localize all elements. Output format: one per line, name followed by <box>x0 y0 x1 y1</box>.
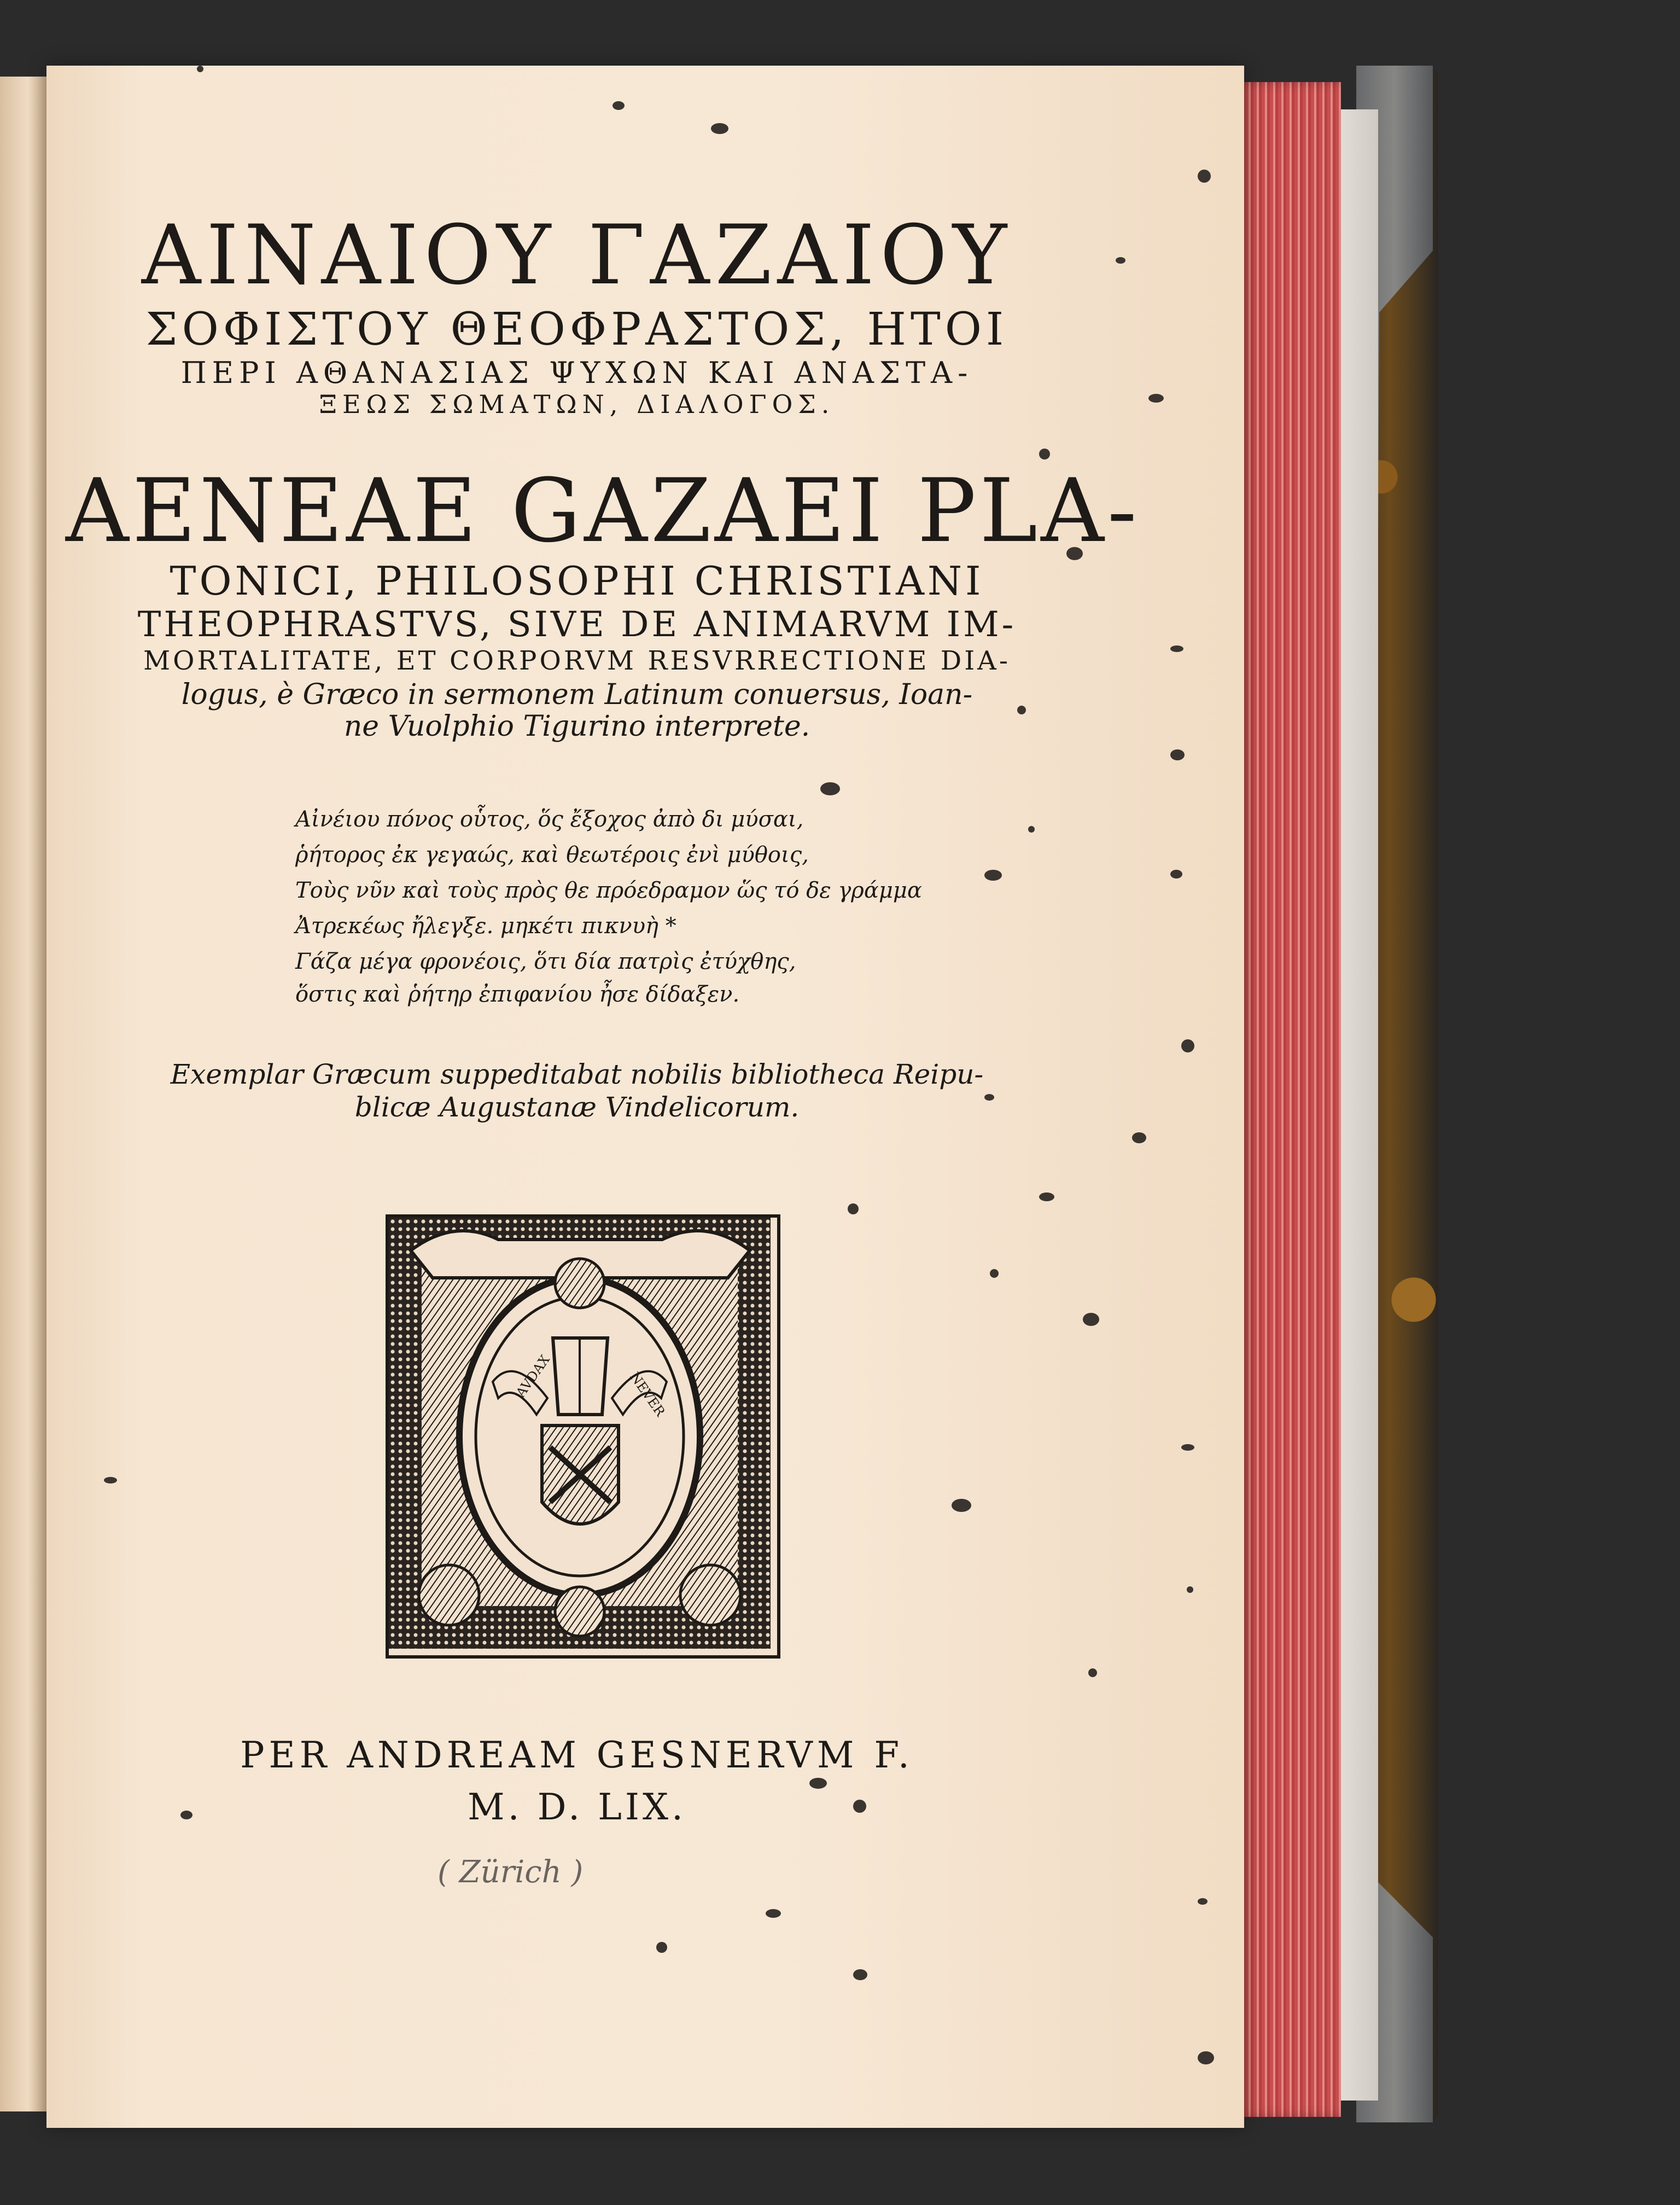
worm-hole <box>1170 749 1185 760</box>
worm-hole <box>656 1942 667 1953</box>
exemplar-line-2: blicæ Augustanæ Vindelicorum. <box>354 1091 800 1123</box>
worm-hole <box>1170 870 1182 878</box>
latin-line-2: THEOPHRASTVS, SIVE DE ANIMARVM IM- <box>137 604 1017 645</box>
latin-line-1: TONICI, PHILOSOPHI CHRISTIANI <box>170 558 984 604</box>
verse-line-6: ὅστις καὶ ῥήτηρ ἐπιφανίου ἦσε δίδαξεν. <box>295 982 740 1007</box>
device-motto-right: NEVER <box>627 1369 668 1419</box>
verse-line-4: Ἀτρεκέως ἤλεγξε. μηκέτι πικνυὴ * <box>295 914 676 939</box>
imprint-year: M. D. LIX. <box>468 1786 686 1828</box>
worm-hole <box>1148 394 1164 403</box>
red-page-edges <box>1237 82 1341 2117</box>
worm-hole <box>1187 1586 1193 1593</box>
worm-hole <box>1170 645 1183 652</box>
handwritten-note: ( Zürich ) <box>438 1854 584 1890</box>
verse-line-3: Τοὺς νῦν καὶ τοὺς πρὸς θε πρόεδραμον ὥς τό δε γράμμα <box>295 878 922 903</box>
worm-hole <box>1028 826 1035 833</box>
worm-hole <box>1181 1039 1194 1052</box>
worm-hole <box>1083 1313 1099 1326</box>
worm-hole <box>612 101 625 110</box>
worm-hole <box>1198 1898 1208 1905</box>
worm-hole <box>1116 257 1125 264</box>
worm-hole <box>984 870 1002 881</box>
worm-hole <box>990 1269 999 1278</box>
worm-hole <box>1198 170 1211 183</box>
worm-hole <box>848 1203 859 1214</box>
verse-line-1: Αἰνέιου πόνος οὗτος, ὅς ἔξοχος ἀπὸ δι μύσαι, <box>295 807 804 832</box>
printer-imprint: PER ANDREAM GESNERVM F. <box>240 1734 914 1776</box>
greek-subtitle-2: ΠΕΡΙ ΑΘΑΝΑΣΙΑΣ ΨΥΧΩΝ ΚΑΙ ΑΝΑΣΤΑ- <box>180 356 973 390</box>
worm-hole <box>1198 2051 1214 2064</box>
worm-hole <box>952 1499 971 1512</box>
worm-hole <box>1132 1132 1146 1143</box>
latin-line-5: ne Vuolphio Tigurino interprete. <box>343 710 810 743</box>
device-motto-left: AVDAX <box>512 1352 553 1400</box>
printers-device <box>386 1214 780 1659</box>
left-page-edge <box>0 77 46 2111</box>
worm-hole <box>766 1909 781 1918</box>
worm-hole <box>820 782 840 795</box>
worm-hole <box>1181 1444 1194 1451</box>
worm-hole <box>104 1477 117 1483</box>
exemplar-line-1: Exemplar Græcum suppeditabat nobilis bibliotheca Reipu- <box>170 1058 984 1090</box>
worm-hole <box>197 66 203 72</box>
worm-hole <box>1039 449 1050 459</box>
greek-subtitle-1: ΣΟΦΙΣΤΟΥ ΘΕΟΦΡΑΣΤΟΣ, ΗΤΟΙ <box>145 304 1008 356</box>
verse-line-2: ῥήτορος ἐκ γεγαώς, καὶ θεωτέροις ἐνὶ μύθοις, <box>295 842 809 868</box>
greek-title: ΑΙΝΑΙΟΥ ΓΑΖΑΙΟΥ <box>141 208 1013 303</box>
worm-hole <box>1039 1192 1054 1201</box>
verse-line-5: Γάζα μέγα φρονέοις, ὅτι δία πατρὶς ἐτύχθης, <box>295 949 796 974</box>
worm-hole <box>1088 1668 1097 1677</box>
latin-line-4: logus, è Græco in sermonem Latinum conuersus, Ioan- <box>181 678 973 711</box>
printers-device-engraving <box>389 1218 771 1649</box>
worm-hole <box>711 123 728 134</box>
worm-hole <box>853 1969 867 1980</box>
latin-line-3: MORTALITATE, ET CORPORVM RESVRRECTIONE DIA- <box>143 645 1011 676</box>
latin-title: AENEAE GAZAEI PLA- <box>66 459 1140 562</box>
greek-subtitle-3: ΞΕΩΣ ΣΩΜΑΤΩΝ, ΔΙΑΛΟΓΟΣ. <box>319 389 835 419</box>
